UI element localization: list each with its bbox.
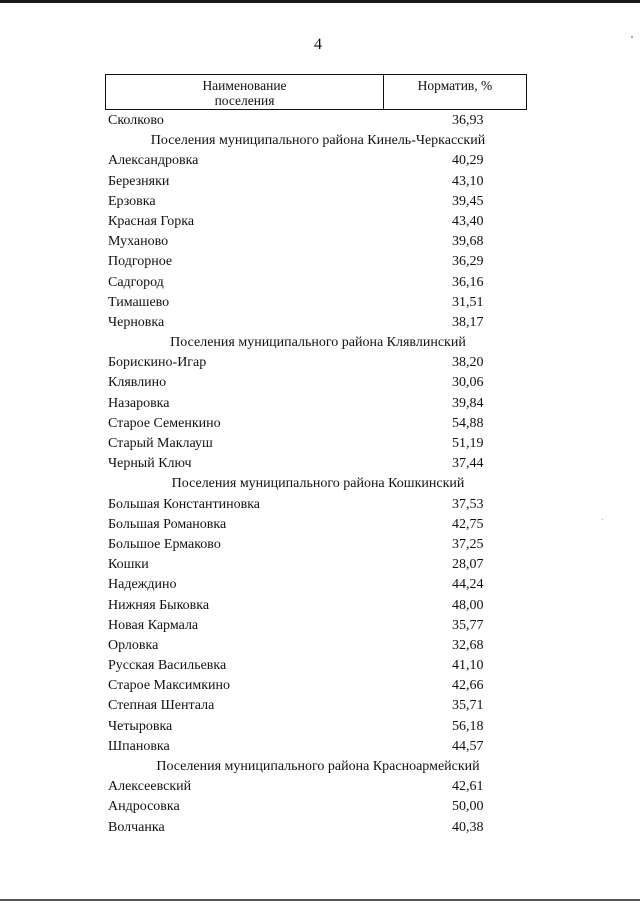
norm-value: 43,40 bbox=[452, 213, 484, 229]
settlement-name: Черновка bbox=[108, 314, 165, 330]
settlement-name: Шпановка bbox=[108, 738, 170, 754]
settlement-name: Большое Ермаково bbox=[108, 536, 221, 552]
norm-value: 35,71 bbox=[452, 698, 484, 714]
header-norm-cell: Норматив, % bbox=[417, 78, 493, 93]
settlement-name: Русская Васильевка bbox=[108, 658, 227, 674]
settlement-name: Новая Кармала bbox=[108, 617, 199, 633]
settlement-name: Тимашево bbox=[108, 294, 170, 310]
settlement-row bbox=[0, 495, 640, 515]
norm-value: 30,06 bbox=[452, 375, 484, 391]
settlement-name: Четыровка bbox=[108, 718, 173, 734]
settlement-name: Березняки bbox=[108, 173, 170, 189]
norm-value: 44,24 bbox=[452, 577, 484, 593]
settlement-name: Старое Максимкино bbox=[108, 678, 231, 694]
section-heading: Поселения муниципального района Клявлинский bbox=[170, 335, 466, 351]
settlement-row bbox=[0, 696, 640, 716]
settlement-row bbox=[0, 535, 640, 555]
settlement-name: Старое Семенкино bbox=[108, 415, 221, 431]
page-bottom-edge bbox=[0, 899, 640, 901]
norm-value: 48,00 bbox=[452, 597, 484, 613]
settlement-name: Муханово bbox=[108, 234, 169, 250]
settlement-name: Волчанка bbox=[108, 819, 165, 835]
norm-value: 39,45 bbox=[452, 193, 484, 209]
norm-value: 28,07 bbox=[452, 557, 484, 573]
norm-value: 37,44 bbox=[452, 456, 484, 472]
settlement-row bbox=[0, 454, 640, 474]
settlement-name: Степная Шентала bbox=[108, 698, 215, 714]
norm-value: 32,68 bbox=[452, 637, 484, 653]
norm-value: 40,29 bbox=[452, 153, 484, 169]
norm-value: 51,19 bbox=[452, 436, 484, 451]
settlement-row bbox=[0, 818, 640, 838]
settlement-row bbox=[0, 676, 640, 696]
norm-value: 44,57 bbox=[452, 738, 484, 754]
norm-value: 35,77 bbox=[452, 617, 484, 633]
settlement-row bbox=[0, 414, 640, 434]
section-heading-row bbox=[0, 131, 640, 151]
norm-value: 38,20 bbox=[452, 355, 484, 371]
settlement-row bbox=[0, 616, 640, 636]
settlement-name: Клявлино bbox=[108, 375, 167, 391]
norm-value: 39,84 bbox=[452, 395, 484, 411]
settlement-row bbox=[0, 555, 640, 575]
norm-value: 36,93 bbox=[452, 113, 484, 128]
norm-value: 39,68 bbox=[452, 234, 484, 250]
settlement-row bbox=[0, 797, 640, 817]
settlement-row bbox=[0, 515, 640, 535]
section-heading: Поселения муниципального района Кинель-Черкасский bbox=[150, 133, 486, 149]
scan-speck bbox=[631, 36, 633, 38]
table-header bbox=[105, 74, 527, 110]
settlement-name: Кошки bbox=[108, 557, 149, 573]
settlement-name: Нижняя Быковка bbox=[108, 597, 210, 613]
norm-value: 43,10 bbox=[452, 173, 484, 189]
norm-value: 42,61 bbox=[452, 779, 484, 795]
settlement-row bbox=[0, 394, 640, 414]
settlement-row bbox=[0, 434, 640, 454]
settlement-row bbox=[0, 232, 640, 252]
settlement-name: Подгорное bbox=[108, 254, 173, 270]
settlement-name: Большая Константиновка bbox=[108, 496, 261, 512]
settlement-row bbox=[0, 353, 640, 373]
settlement-name: Ерзовка bbox=[108, 193, 156, 209]
settlement-name: Борискино-Игар bbox=[108, 355, 207, 371]
section-heading: Поселения муниципального района Красноармейский bbox=[156, 759, 480, 774]
settlement-row bbox=[0, 192, 640, 212]
settlement-row bbox=[0, 111, 640, 131]
section-heading: Поселения муниципального района Кошкинский bbox=[171, 476, 465, 492]
settlement-name: Алексеевский bbox=[108, 779, 192, 795]
settlement-row bbox=[0, 252, 640, 272]
settlement-row bbox=[0, 151, 640, 171]
page-top-edge bbox=[0, 0, 640, 3]
settlement-name: Андросовка bbox=[108, 799, 180, 815]
settlement-name: Сколково bbox=[108, 113, 164, 128]
header-name-line2: поселения bbox=[214, 93, 275, 108]
norm-value: 36,29 bbox=[452, 254, 484, 270]
norm-value: 42,66 bbox=[452, 678, 484, 694]
norm-value: 37,25 bbox=[452, 536, 484, 552]
section-heading-row bbox=[0, 333, 640, 353]
settlement-name: Орловка bbox=[108, 637, 159, 653]
settlement-row bbox=[0, 273, 640, 293]
settlement-name: Красная Горка bbox=[108, 213, 195, 229]
page-number: 4 bbox=[314, 36, 322, 53]
settlement-row bbox=[0, 575, 640, 595]
settlement-name: Садгород bbox=[108, 274, 164, 290]
norm-value: 31,51 bbox=[452, 294, 484, 310]
settlement-row bbox=[0, 373, 640, 393]
settlement-name: Александровка bbox=[108, 153, 199, 169]
norm-value: 42,75 bbox=[452, 516, 484, 532]
norm-value: 54,88 bbox=[452, 415, 484, 431]
section-heading-row bbox=[0, 474, 640, 494]
norm-value: 50,00 bbox=[452, 799, 484, 815]
norm-value: 56,18 bbox=[452, 718, 484, 734]
settlement-row bbox=[0, 313, 640, 333]
settlement-row bbox=[0, 717, 640, 737]
settlement-row bbox=[0, 636, 640, 656]
settlement-row bbox=[0, 656, 640, 676]
norm-value: 41,10 bbox=[452, 658, 484, 674]
settlement-name: Назаровка bbox=[108, 395, 170, 411]
settlement-name: Большая Романовка bbox=[108, 516, 227, 532]
settlement-row bbox=[0, 596, 640, 616]
settlement-row bbox=[0, 293, 640, 313]
settlement-row bbox=[0, 737, 640, 757]
settlement-name: Надеждино bbox=[108, 577, 177, 593]
norm-value: 38,17 bbox=[452, 314, 484, 330]
norm-value: 36,16 bbox=[452, 274, 484, 290]
settlement-name: Старый Маклауш bbox=[108, 436, 213, 451]
settlement-row bbox=[0, 172, 640, 192]
settlement-row bbox=[0, 777, 640, 797]
settlement-name: Черный Ключ bbox=[108, 456, 192, 472]
header-name-line1: Наименование bbox=[202, 78, 287, 93]
header-name-cell bbox=[106, 75, 384, 109]
section-heading-row bbox=[0, 757, 640, 777]
settlement-table-body bbox=[0, 111, 640, 838]
norm-value: 37,53 bbox=[452, 496, 484, 512]
norm-value: 40,38 bbox=[452, 819, 484, 835]
settlement-row bbox=[0, 212, 640, 232]
scan-speck bbox=[602, 519, 603, 520]
